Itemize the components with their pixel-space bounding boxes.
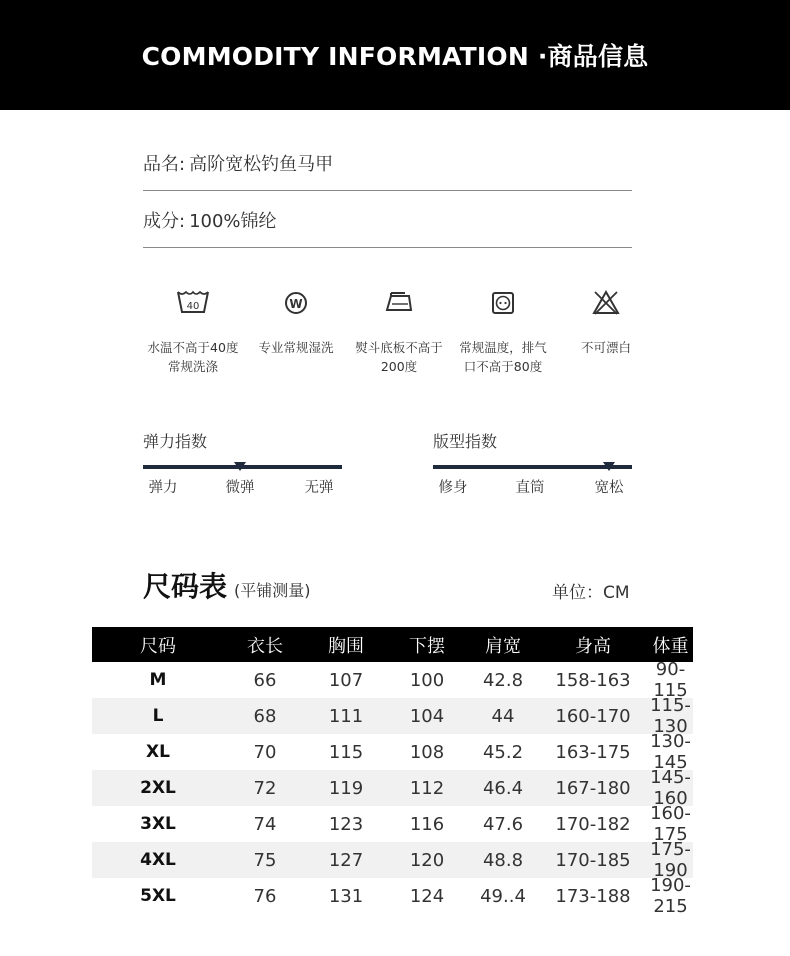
table-cell: 108 — [409, 741, 445, 763]
table-row — [92, 767, 693, 809]
elasticity-label: 无弹 — [304, 480, 334, 496]
table-cell: 72 — [253, 777, 277, 799]
table-cell: 90-115 — [653, 659, 688, 701]
table-cell: 120 — [409, 849, 445, 871]
wash-40-icon — [176, 288, 210, 316]
table-cell: 170-185 — [555, 849, 631, 871]
care-text-line: 不可漂白 — [580, 340, 631, 355]
table-row — [92, 875, 693, 917]
column-header: 体重 — [652, 635, 689, 657]
care-text-line: 专业常规湿洗 — [258, 340, 334, 355]
svg-text:W: W — [289, 297, 303, 311]
size-cell: 4XL — [140, 850, 176, 870]
size-cell: XL — [146, 742, 170, 762]
table-cell: 100 — [409, 669, 445, 691]
table-cell: 145-160 — [650, 767, 691, 809]
table-cell: 160-175 — [650, 803, 691, 845]
size-cell: 3XL — [140, 814, 176, 834]
elasticity-title: 弹力指数 — [143, 432, 208, 451]
table-row — [92, 803, 693, 845]
fit-label: 修身 — [438, 480, 468, 496]
table-cell: 74 — [253, 813, 277, 835]
wet-clean-icon — [282, 288, 310, 316]
table-row — [92, 731, 693, 773]
table-cell: 107 — [328, 669, 364, 691]
care-text-line: 常规洗涤 — [167, 359, 218, 374]
column-header: 肩宽 — [485, 635, 521, 657]
care-text-line: 200度 — [380, 359, 418, 374]
column-header: 衣长 — [247, 635, 283, 657]
table-cell: 131 — [328, 885, 364, 907]
table-cell: 47.6 — [482, 813, 524, 835]
table-cell: 48.8 — [482, 849, 524, 871]
table-cell: 70 — [253, 741, 277, 763]
table-cell: 163-175 — [555, 741, 631, 763]
elasticity-label: 弹力 — [148, 480, 178, 496]
table-cell: 49..4 — [480, 885, 526, 907]
fit-marker-icon — [603, 462, 615, 471]
table-cell: 123 — [328, 813, 364, 835]
table-cell: 45.2 — [482, 741, 524, 763]
column-header: 胸围 — [328, 635, 364, 657]
table-cell: 115-130 — [650, 695, 691, 737]
table-cell: 173-188 — [555, 885, 631, 907]
size-table-header — [92, 627, 693, 662]
table-cell: 75 — [253, 849, 277, 871]
size-cell: L — [152, 706, 164, 726]
column-header: 下摆 — [409, 635, 445, 657]
fit-label: 宽松 — [594, 480, 624, 496]
column-header: 身高 — [575, 635, 611, 657]
care-item-wet-clean — [241, 288, 351, 357]
material-row — [143, 207, 632, 248]
table-cell: 170-182 — [555, 813, 631, 835]
table-cell: 167-180 — [555, 777, 631, 799]
size-chart-subtitle: (平铺测量) — [234, 581, 311, 600]
table-cell: 111 — [328, 705, 364, 727]
material-value: 100%锦纶 — [189, 211, 277, 232]
product-name-row — [143, 150, 632, 191]
table-cell: 160-170 — [555, 705, 631, 727]
table-cell: 104 — [409, 705, 445, 727]
table-cell: 190-215 — [650, 875, 691, 917]
product-name-label: 品名: — [143, 154, 186, 175]
care-item-iron — [344, 288, 454, 376]
table-cell: 68 — [253, 705, 277, 727]
elasticity-marker-icon — [234, 462, 246, 471]
size-chart-unit: 单位：CM — [552, 583, 630, 603]
tumble-dry-icon — [489, 288, 517, 316]
table-cell: 112 — [409, 777, 445, 799]
size-chart-title: 尺码表 — [143, 570, 228, 603]
size-cell: 5XL — [140, 886, 176, 906]
fit-title: 版型指数 — [433, 432, 498, 451]
care-text-line: 口不高于80度 — [463, 359, 543, 374]
table-cell: 130-145 — [650, 731, 691, 773]
care-text-line: 熨斗底板不高于 — [355, 340, 443, 355]
column-header: 尺码 — [140, 635, 176, 657]
size-table — [92, 627, 693, 917]
size-table-body — [92, 659, 693, 917]
care-text-line: 水温不高于40度 — [147, 340, 239, 355]
table-cell: 76 — [253, 885, 277, 907]
product-name-value: 高阶宽松钓鱼马甲 — [189, 154, 334, 175]
table-cell: 116 — [409, 813, 445, 835]
iron-icon — [383, 288, 415, 316]
material-label: 成分: — [143, 211, 186, 232]
table-cell: 158-163 — [555, 669, 631, 691]
header-title: COMMODITY INFORMATION ·商品信息 — [141, 42, 649, 71]
table-cell: 42.8 — [482, 669, 524, 691]
table-cell: 44 — [491, 705, 515, 727]
table-cell: 46.4 — [482, 777, 524, 799]
table-cell: 66 — [253, 669, 277, 691]
care-item-wash — [138, 288, 248, 376]
table-row — [92, 695, 693, 737]
care-text-line: 常规温度，排气 — [459, 340, 547, 355]
table-cell: 115 — [328, 741, 364, 763]
elasticity-label: 微弹 — [225, 480, 255, 496]
table-cell: 127 — [328, 849, 364, 871]
size-cell: 2XL — [140, 778, 176, 798]
table-cell: 175-190 — [650, 839, 691, 881]
svg-text:40: 40 — [186, 301, 200, 312]
table-cell: 124 — [409, 885, 445, 907]
care-item-tumble-dry — [448, 288, 558, 376]
no-bleach-icon — [591, 288, 621, 316]
care-item-no-bleach — [551, 288, 661, 357]
table-row — [92, 839, 693, 881]
table-row — [92, 659, 693, 701]
size-cell: M — [149, 670, 167, 690]
fit-label: 直筒 — [515, 480, 545, 496]
header-banner — [0, 0, 790, 110]
table-cell: 119 — [328, 777, 364, 799]
